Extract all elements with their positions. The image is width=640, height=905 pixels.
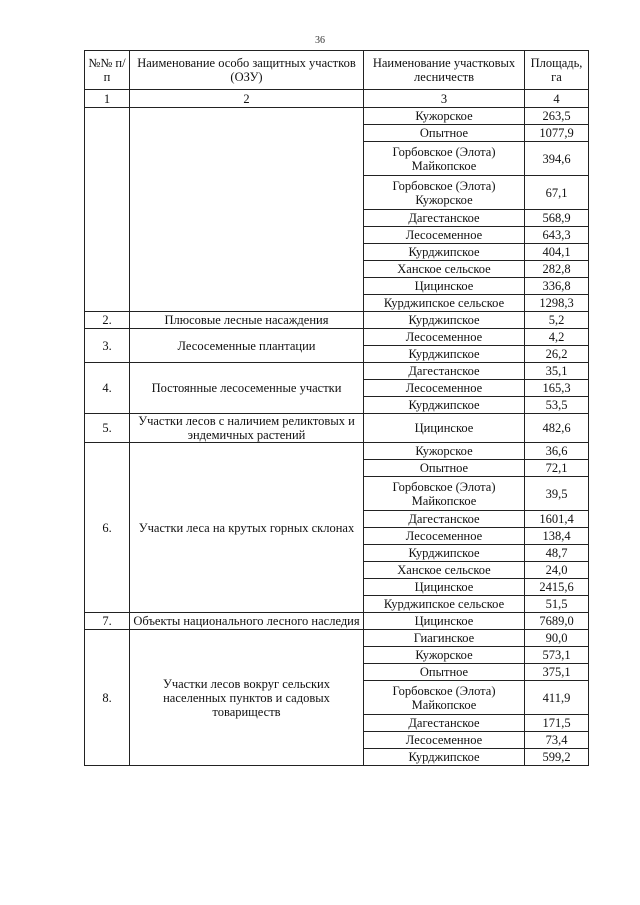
area-value: 67,1 — [525, 176, 589, 210]
column-number: 1 — [85, 90, 130, 108]
forestry-name: Дагестанское — [364, 363, 525, 380]
forestry-name: Опытное — [364, 460, 525, 477]
area-value: 73,4 — [525, 732, 589, 749]
area-value: 36,6 — [525, 443, 589, 460]
forestry-name: Курджипское — [364, 312, 525, 329]
area-value: 7689,0 — [525, 613, 589, 630]
forestry-name: Горбовское (Элота) Кужорское — [364, 176, 525, 210]
table-row — [85, 329, 589, 346]
forestry-name: Лесосеменное — [364, 329, 525, 346]
forestry-name: Курджипское — [364, 346, 525, 363]
table-row — [85, 630, 589, 647]
row-number: 3. — [85, 329, 130, 363]
area-value: 1298,3 — [525, 295, 589, 312]
area-value: 4,2 — [525, 329, 589, 346]
area-value: 35,1 — [525, 363, 589, 380]
forestry-name: Кужорское — [364, 647, 525, 664]
area-value: 375,1 — [525, 664, 589, 681]
forestry-name: Курджипское — [364, 749, 525, 766]
forestry-name: Курджипское — [364, 545, 525, 562]
protected-area-name: Плюсовые лесные насаждения — [130, 312, 364, 329]
area-value: 24,0 — [525, 562, 589, 579]
area-value: 573,1 — [525, 647, 589, 664]
area-value: 48,7 — [525, 545, 589, 562]
area-value: 404,1 — [525, 244, 589, 261]
header-area-name: Наименование особо защитных участков (ОЗУ) — [130, 51, 364, 90]
header-row — [85, 51, 589, 90]
column-number: 4 — [525, 90, 589, 108]
forestry-name: Цицинское — [364, 278, 525, 295]
column-number: 3 — [364, 90, 525, 108]
forestry-name: Цицинское — [364, 613, 525, 630]
page-number: 36 — [315, 35, 325, 46]
row-number: 6. — [85, 443, 130, 613]
forestry-name: Дагестанское — [364, 715, 525, 732]
table-row — [85, 443, 589, 460]
area-value: 2415,6 — [525, 579, 589, 596]
area-value: 599,2 — [525, 749, 589, 766]
forestry-name: Курджипское сельское — [364, 295, 525, 312]
forestry-name: Горбовское (Элота) Майкопское — [364, 142, 525, 176]
protected-area-name: Лесосеменные плантации — [130, 329, 364, 363]
area-value: 53,5 — [525, 397, 589, 414]
area-value: 72,1 — [525, 460, 589, 477]
forestry-name: Дагестанское — [364, 511, 525, 528]
row-number: 5. — [85, 414, 130, 443]
area-value: 263,5 — [525, 108, 589, 125]
area-value: 394,6 — [525, 142, 589, 176]
area-value: 1601,4 — [525, 511, 589, 528]
table-row — [85, 363, 589, 380]
protected-area-name: Объекты национального лесного наследия — [130, 613, 364, 630]
protected-area-name: Участки лесов с наличием реликтовых и эндемичных растений — [130, 414, 364, 443]
protected-areas-table — [84, 50, 589, 766]
forestry-name: Цицинское — [364, 414, 525, 443]
area-value: 1077,9 — [525, 125, 589, 142]
table-row — [85, 312, 589, 329]
row-number: 8. — [85, 630, 130, 766]
column-number: 2 — [130, 90, 364, 108]
row-number: 4. — [85, 363, 130, 414]
forestry-name: Горбовское (Элота) Майкопское — [364, 681, 525, 715]
forestry-name: Лесосеменное — [364, 227, 525, 244]
area-value: 26,2 — [525, 346, 589, 363]
table-row — [85, 108, 589, 125]
area-value: 39,5 — [525, 477, 589, 511]
forestry-name: Дагестанское — [364, 210, 525, 227]
forestry-name: Ханское сельское — [364, 562, 525, 579]
area-value: 171,5 — [525, 715, 589, 732]
forestry-name: Курджипское сельское — [364, 596, 525, 613]
forestry-name: Ханское сельское — [364, 261, 525, 278]
area-value: 568,9 — [525, 210, 589, 227]
forestry-name: Курджипское — [364, 244, 525, 261]
area-value: 165,3 — [525, 380, 589, 397]
header-forestry: Наименование участковых лесничеств — [364, 51, 525, 90]
area-value: 282,8 — [525, 261, 589, 278]
protected-area-name: Постоянные лесосеменные участки — [130, 363, 364, 414]
protected-area-name: Участки леса на крутых горных склонах — [130, 443, 364, 613]
header-area-size: Площадь, га — [525, 51, 589, 90]
area-value: 643,3 — [525, 227, 589, 244]
forestry-name: Горбовское (Элота) Майкопское — [364, 477, 525, 511]
area-value: 411,9 — [525, 681, 589, 715]
forestry-name: Опытное — [364, 664, 525, 681]
table-row — [85, 613, 589, 630]
protected-area-name: Участки лесов вокруг сельских населенных пунктов и садовых товариществ — [130, 630, 364, 766]
area-value: 138,4 — [525, 528, 589, 545]
forestry-name: Лесосеменное — [364, 528, 525, 545]
column-number-row — [85, 90, 589, 108]
forestry-name: Лесосеменное — [364, 732, 525, 749]
area-value: 482,6 — [525, 414, 589, 443]
forestry-name: Гиагинское — [364, 630, 525, 647]
row-number: 2. — [85, 312, 130, 329]
forestry-name: Кужорское — [364, 108, 525, 125]
forestry-name: Кужорское — [364, 443, 525, 460]
area-value: 5,2 — [525, 312, 589, 329]
row-number — [85, 108, 130, 312]
header-number: №№ п/п — [85, 51, 130, 90]
table-row — [85, 414, 589, 443]
forestry-name: Курджипское — [364, 397, 525, 414]
protected-area-name — [130, 108, 364, 312]
area-value: 51,5 — [525, 596, 589, 613]
forestry-name: Цицинское — [364, 579, 525, 596]
forestry-name: Лесосеменное — [364, 380, 525, 397]
forestry-name: Опытное — [364, 125, 525, 142]
area-value: 90,0 — [525, 630, 589, 647]
row-number: 7. — [85, 613, 130, 630]
area-value: 336,8 — [525, 278, 589, 295]
